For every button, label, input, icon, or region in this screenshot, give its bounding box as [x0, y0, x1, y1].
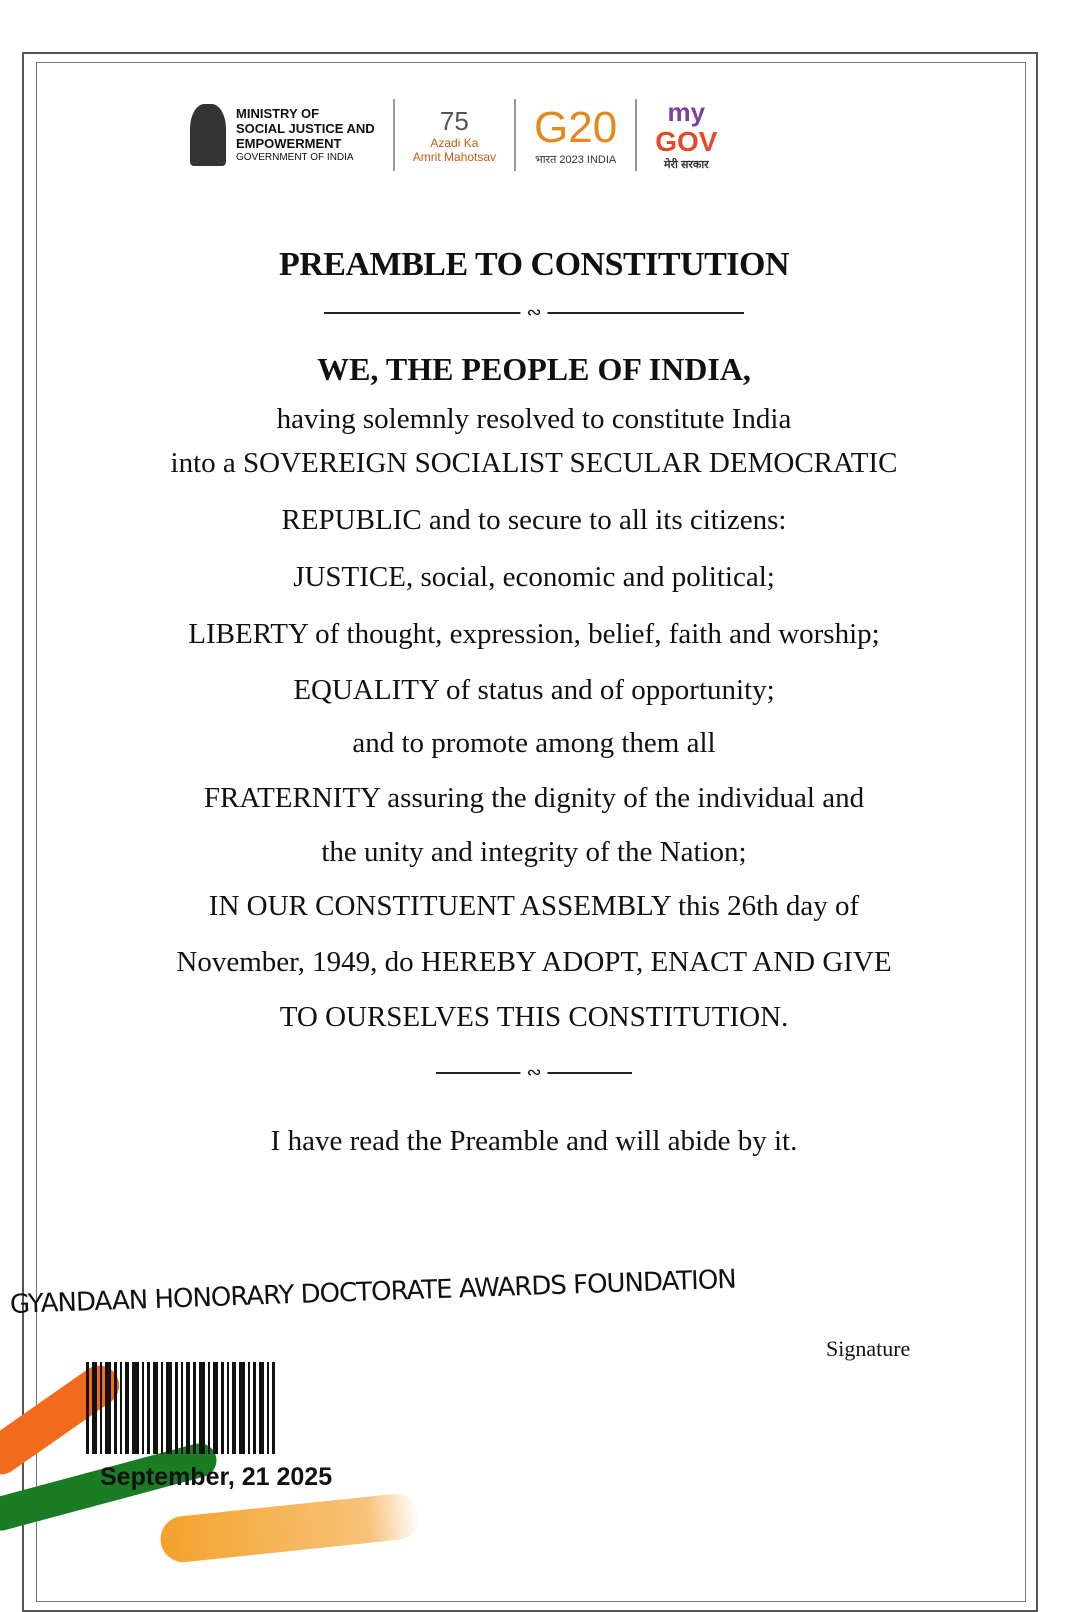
mygov-sub: मेरी सरकार [663, 159, 709, 171]
ornament-icon: ∾ [520, 301, 547, 323]
preamble-line: the unity and integrity of the Nation; [321, 836, 747, 868]
barcode-bar [199, 1362, 205, 1454]
barcode-bar [272, 1362, 275, 1454]
barcode-bar [132, 1362, 139, 1454]
ornament-divider [436, 1062, 632, 1082]
barcode-bar [100, 1362, 102, 1454]
barcode [86, 1362, 376, 1454]
preamble-line: FRATERNITY assuring the dignity of the individual and [203, 782, 865, 814]
ministry-line: SOCIAL JUSTICE AND [236, 121, 375, 136]
barcode-bar [161, 1362, 163, 1454]
barcode-bar [181, 1362, 183, 1454]
mygov-my: my [667, 97, 706, 127]
pledge-text: I have read the Preamble and will abide by it. [270, 1125, 798, 1157]
barcode-bar [92, 1362, 97, 1454]
preamble-line: and to promote among them all [352, 727, 716, 759]
azadi-number: 75 [439, 106, 469, 136]
barcode-bar [105, 1362, 111, 1454]
ministry-logo [236, 106, 375, 164]
barcode-bar [248, 1362, 250, 1454]
ministry-line: EMPOWERMENT [236, 136, 342, 151]
barcode-bar [193, 1362, 196, 1454]
divider [514, 99, 516, 171]
barcode-bar [86, 1362, 89, 1454]
amrit-text: Amrit Mahotsav [412, 150, 497, 164]
preamble-line: IN OUR CONSTITUENT ASSEMBLY this 26th day of [208, 890, 860, 922]
barcode-bar [267, 1362, 269, 1454]
barcode-bar [166, 1362, 172, 1454]
mygov-logo [655, 98, 717, 172]
divider [393, 99, 395, 171]
g20-text: G20 [534, 103, 618, 152]
barcode-bar [147, 1362, 150, 1454]
barcode-bar [253, 1362, 256, 1454]
logo-strip [190, 92, 890, 178]
mygov-gov: GOV [655, 126, 718, 157]
barcode-bar [227, 1362, 229, 1454]
preamble-line: LIBERTY of thought, expression, belief, faith and worship; [188, 618, 880, 650]
barcode-bar [221, 1362, 224, 1454]
ornament-icon: ∾ [520, 1061, 547, 1083]
barcode-bar [153, 1362, 158, 1454]
barcode-bar [125, 1362, 129, 1454]
barcode-bar [213, 1362, 218, 1454]
barcode-bar [208, 1362, 210, 1454]
barcode-bar [142, 1362, 144, 1454]
ornament-divider [324, 302, 744, 322]
barcode-bar [175, 1362, 178, 1454]
barcode-bar [120, 1362, 122, 1454]
preamble-line: TO OURSELVES THIS CONSTITUTION. [279, 1001, 789, 1033]
signature-name: GYANDAAN HONORARY DOCTORATE AWARDS FOUNDATION [9, 1264, 737, 1320]
barcode-bar [239, 1362, 245, 1454]
signature-label: Signature [826, 1336, 911, 1361]
azadi-text: Azadi Ka [430, 136, 479, 150]
preamble-line: November, 1949, do HEREBY ADOPT, ENACT AND GIVE [176, 946, 892, 978]
preamble-line: REPUBLIC and to secure to all its citizens: [281, 504, 787, 536]
barcode-bar [259, 1362, 264, 1454]
barcode-bar [114, 1362, 117, 1454]
preamble-line: EQUALITY of status and of opportunity; [293, 674, 775, 706]
azadi-logo [413, 106, 496, 164]
page-title: PREAMBLE TO CONSTITUTION [278, 246, 790, 283]
national-emblem-icon [190, 104, 226, 166]
preamble-line: having solemnly resolved to constitute India [276, 403, 792, 435]
preamble-line: into a SOVEREIGN SOCIALIST SECULAR DEMOCRATIC [170, 447, 898, 479]
divider [635, 99, 637, 171]
ministry-line: MINISTRY OF [236, 106, 320, 121]
g20-logo [534, 103, 617, 167]
barcode-bar [186, 1362, 190, 1454]
preamble-line: JUSTICE, social, economic and political; [293, 561, 775, 593]
preamble-line: WE, THE PEOPLE OF INDIA, [317, 351, 751, 387]
g20-sub: भारत 2023 INDIA [534, 154, 617, 166]
ministry-gov: GOVERNMENT OF INDIA [236, 152, 354, 163]
barcode-bar [232, 1362, 236, 1454]
date-text: September, 21 2025 [100, 1463, 333, 1491]
